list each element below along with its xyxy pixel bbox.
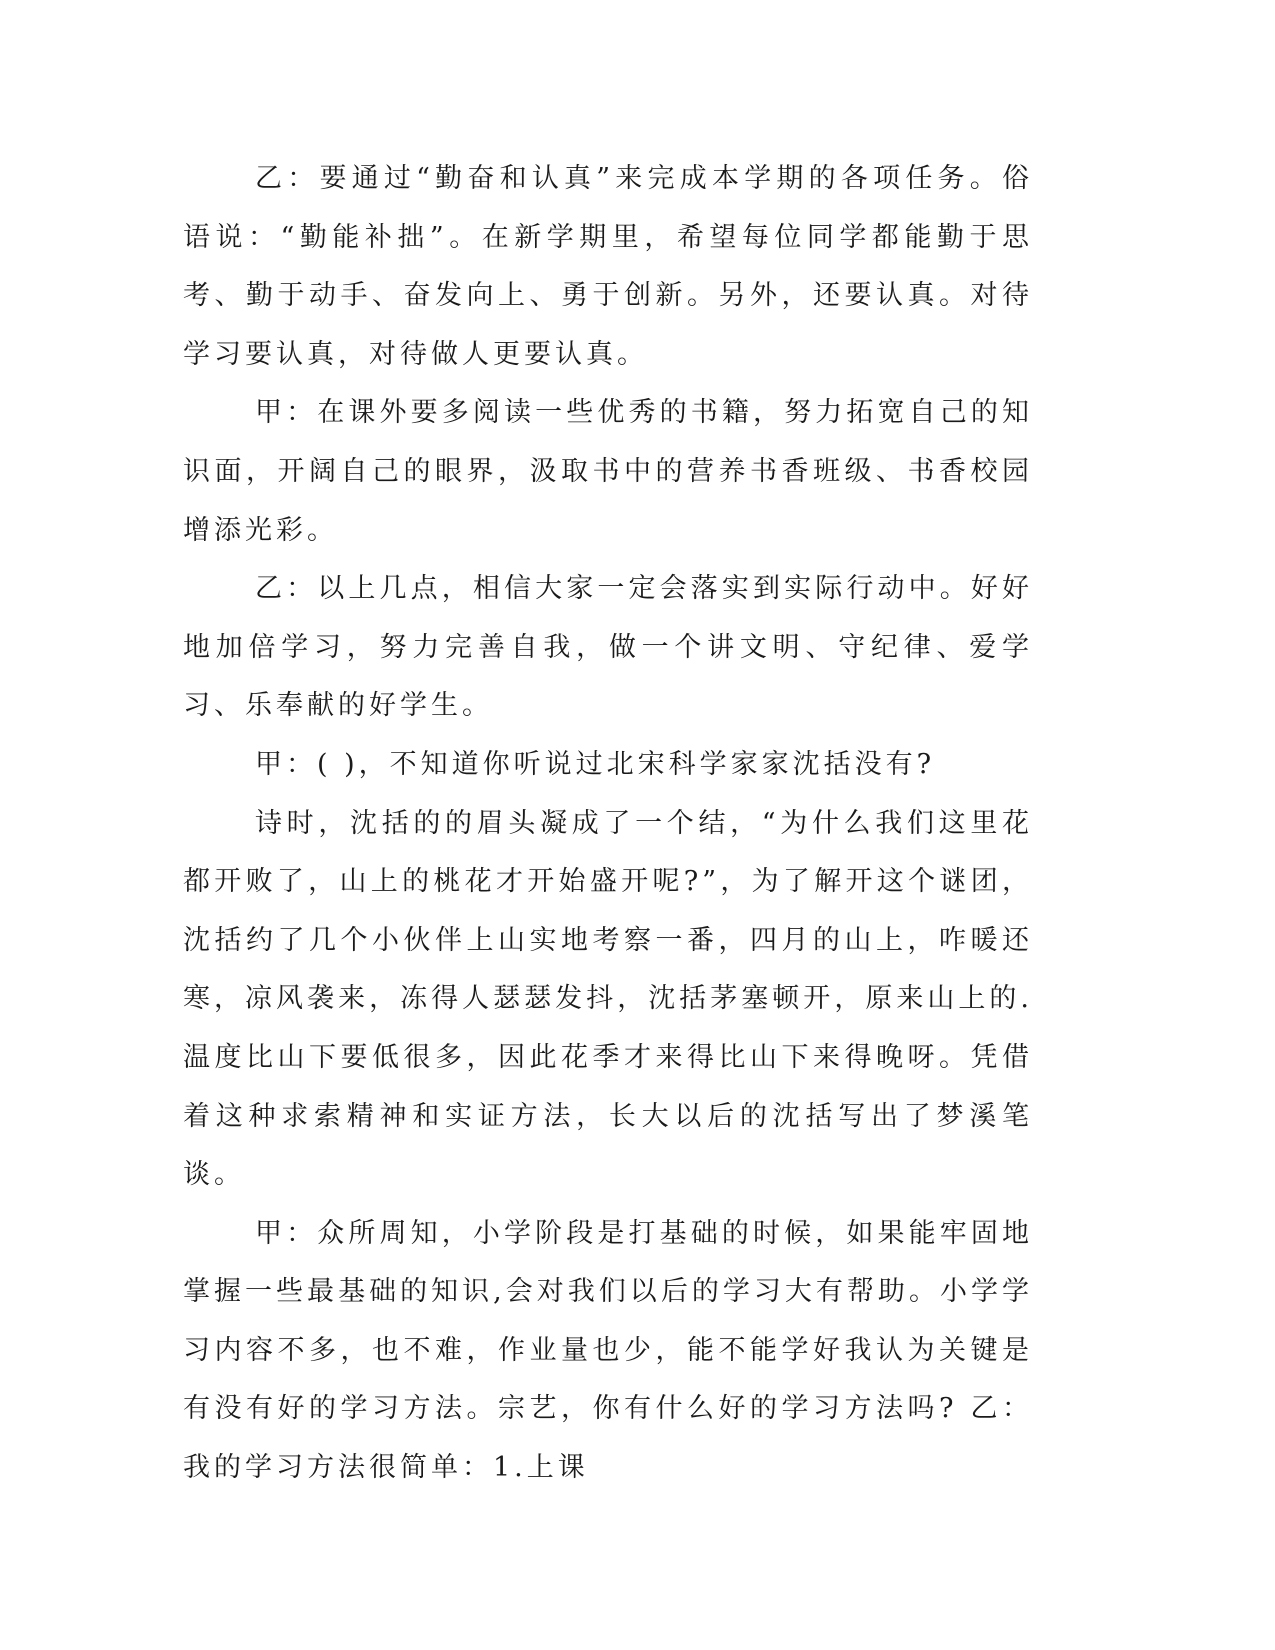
paragraph-1: 乙：要通过“勤奋和认真”来完成本学期的各项任务。俗语说：“勤能补拙”。在新学期里，希望每位同学都能勤于思考、勤于动手、奋发向上、勇于创新。另外，还要认真。对待学习要认真，对待做人更要认真。 xyxy=(183,163,1033,370)
paragraph-5: 诗时，沈括的的眉头凝成了一个结，“为什么我们这里花都开败了，山上的桃花才开始盛开呢?”，为了解开这个谜团，沈括约了几个小伙伴上山实地考察一番，四月的山上，咋暖还寒，凉风袭来，冻得人瑟瑟发抖，沈括茅塞顿开，原来山上的.温度比山下要低很多，因此花季才来得比山下来得晚呀。凭借着这种求索精神和实证方法，长大以后的沈括写出了梦溪笔谈。 xyxy=(183,807,1033,1191)
paragraph-2: 甲：在课外要多阅读一些优秀的书籍，努力拓宽自己的知识面，开阔自己的眼界，汲取书中的营养书香班级、书香校园增添光彩。 xyxy=(183,397,1033,546)
document-body xyxy=(183,150,1033,1498)
paragraph-3: 乙：以上几点，相信大家一定会落实到实际行动中。好好地加倍学习，努力完善自我，做一个讲文明、守纪律、爱学习、乐奉献的好学生。 xyxy=(183,573,1033,722)
paragraph-6: 甲：众所周知，小学阶段是打基础的时候，如果能牢固地掌握一些最基础的知识,会对我们以后的学习大有帮助。小学学习内容不多，也不难，作业量也少，能不能学好我认为关键是有没有好的学习方法。宗艺，你有什么好的学习方法吗? 乙：我的学习方法很简单：1.上课 xyxy=(183,1217,1033,1484)
paragraph-4: 甲：( )，不知道你听说过北宋科学家家沈括没有? xyxy=(255,748,936,780)
